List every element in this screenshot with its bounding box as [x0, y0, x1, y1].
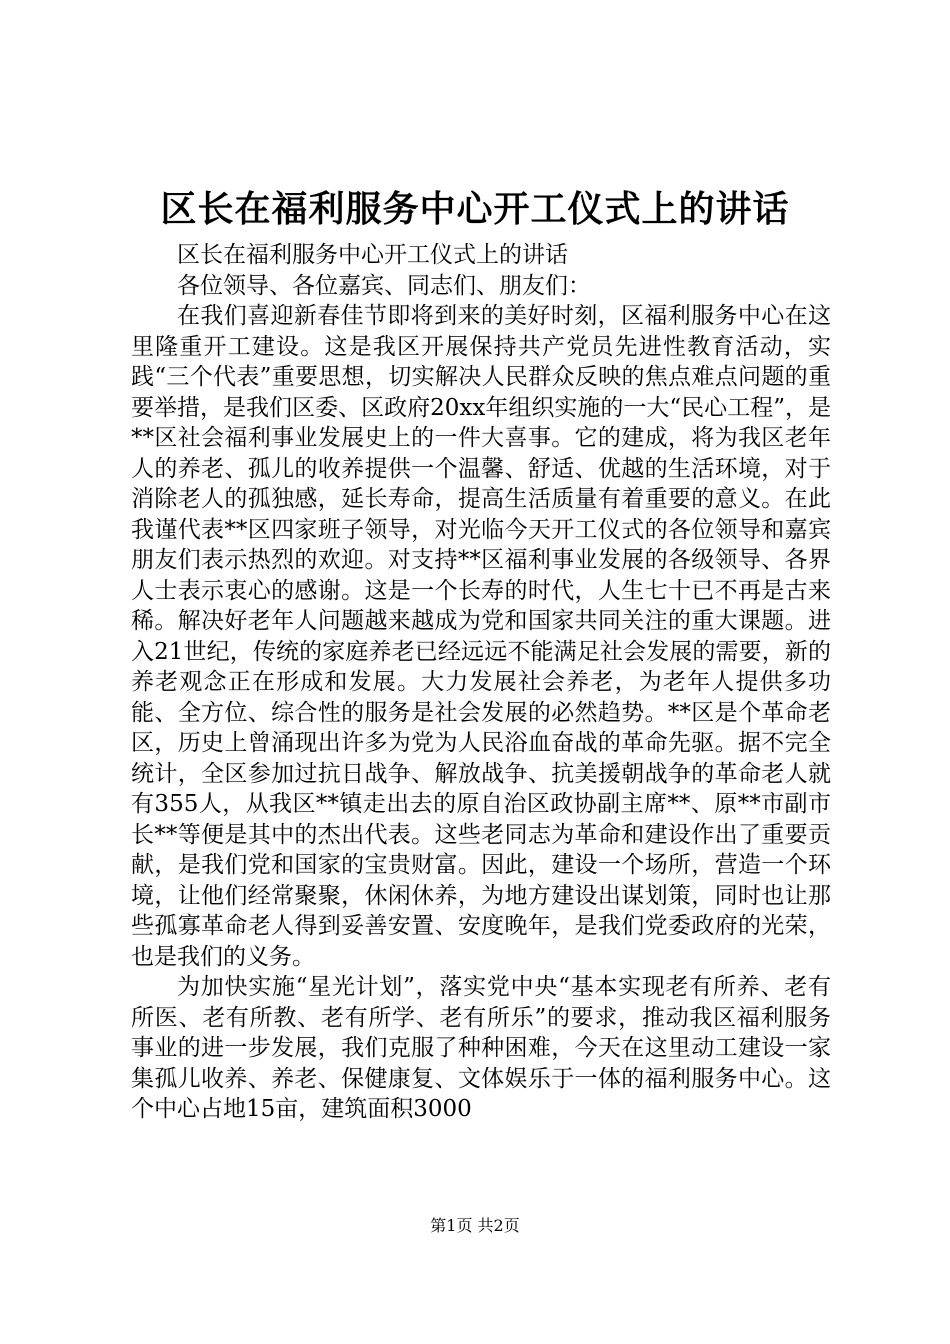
document-title: 区长在福利服务中心开工仪式上的讲话 [160, 188, 790, 230]
page-footer: 第1页 共2页 [430, 1216, 520, 1235]
paragraph-salutation: 各位领导、各位嘉宾、同志们、朋友们： [177, 272, 591, 299]
document-body [131, 240, 831, 1125]
paragraph-subtitle: 区长在福利服务中心开工仪式上的讲话 [177, 242, 568, 268]
paragraph-body-2: 为加快实施“星光计划”，落实党中央“基本实现老有所养、老有所医、老有所教、老有所学、老有所乐”的要求，推动我区福利服务事业的进一步发展，我们克服了种种困难，今天在这里动工建设一家集孤儿收养、养老、保健康复、文体娱乐于一体的福利服务中心。这个中心占地15亩，建筑面积3000 [131, 974, 831, 1122]
paragraph-body-1: 在我们喜迎新春佳节即将到来的美好时刻，区福利服务中心在这里隆重开工建设。这是我区开展保持共产党员先进性教育活动，实践“三个代表”重要思想，切实解决人民群众反映的焦点难点问题的重要举措，是我们区委、区政府20xx年组织实施的一大“民心工程”，是**区社会福利事业发展史上的一件大喜事。它的建成，将为我区老年人的养老、孤儿的收养提供一个温馨、舒适、优越的生活环境，对于消除老人的孤独感，延长寿命，提高生活质量有着重要的意义。在此我谨代表**区四家班子领导，对光临今天开工仪式的各位领导和嘉宾朋友们表示热烈的欢迎。对支持**区福利事业发展的各级领导、各界人士表示衷心的感谢。这是一个长寿的时代，人生七十已不再是古来稀。解决好老年人问题越来越成为党和国家共同关注的重大课题。进入21世纪，传统的家庭养老已经远远不能满足社会发展的需要，新的养老观念正在形成和发展。大力发展社会养老，为老年人提供多功能、全方位、综合性的服务是社会发展的必然趋势。**区是个革命老区，历史上曾涌现出许多为党为人民浴血奋战的革命先驱。据不完全统计，全区参加过抗日战争、解放战争、抗美援朝战争的革命老人就有355人，从我区**镇走出去的原自治区政协副主席**、原**市副市长**等便是其中的杰出代表。这些老同志为革命和建设作出了重要贡献，是我们党和国家的宝贵财富。因此，建设一个场所，营造一个环境，让他们经常聚聚，休闲休养，为地方建设出谋划策，同时也让那些孤寡革命老人得到妥善安置、安度晚年，是我们党委政府的光荣，也是我们的义务。 [131, 303, 831, 970]
